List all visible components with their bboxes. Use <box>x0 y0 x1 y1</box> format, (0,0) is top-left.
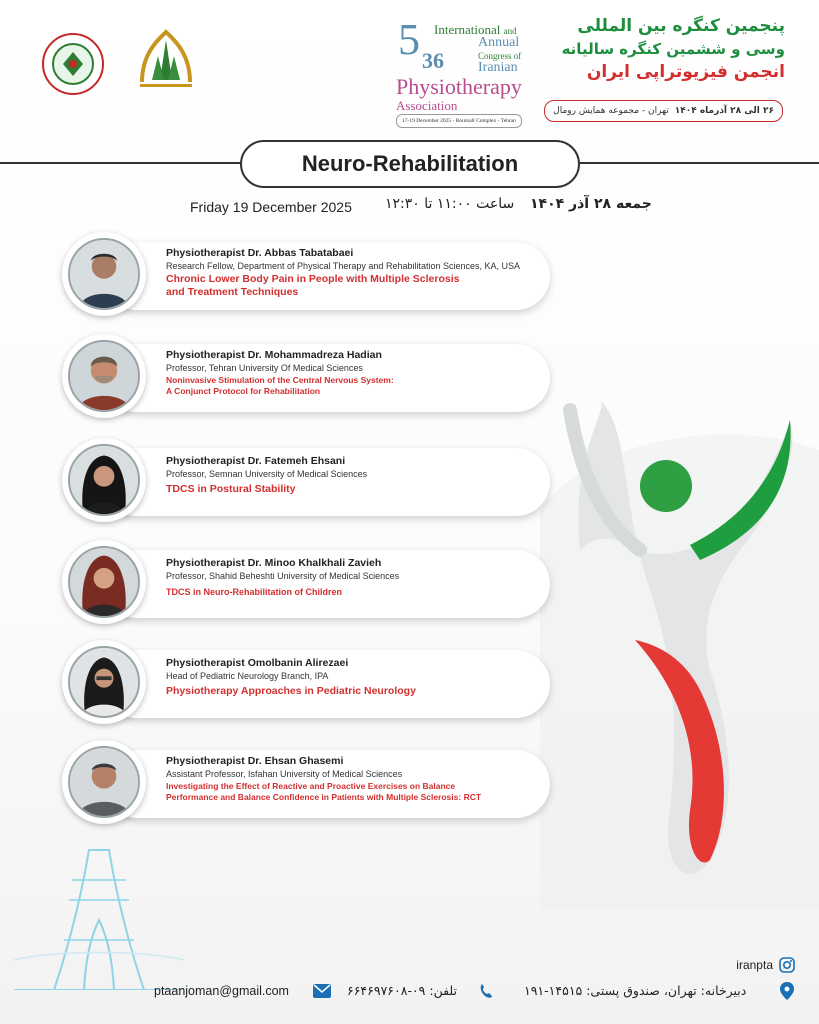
instagram-icon <box>779 957 795 973</box>
speaker-topic: Investigating the Effect of Reactive and Proactive Exercises on Balance <box>166 781 456 791</box>
speaker-name: Physiotherapist Dr. Mohammadreza Hadian <box>166 349 382 361</box>
person-icon <box>70 342 138 410</box>
speaker-topic: Performance and Balance Confidence in Patients with Multiple Sclerosis: RCT <box>166 792 482 802</box>
contact-email[interactable]: ptaanjoman@gmail.com <box>154 984 289 998</box>
fa-title-line3: انجمن فیزیوتراپی ایران <box>586 62 785 82</box>
international-text: International <box>434 22 501 37</box>
congress-of-text: Congress of <box>478 51 522 61</box>
person-icon <box>70 748 138 816</box>
person-icon <box>70 240 138 308</box>
and-text: and <box>503 26 517 36</box>
speaker-name: Physiotherapist Omolbanin Alirezaei <box>166 657 349 669</box>
speaker-card <box>62 640 552 726</box>
speaker-photo-frame <box>62 640 146 724</box>
speaker-card <box>62 540 552 626</box>
fa-title-line2: وسی و ششمین کنگره سالیانه <box>561 40 785 58</box>
physiotherapy-text: Physiotherapy <box>396 74 522 99</box>
instagram-handle[interactable] <box>736 957 795 973</box>
speaker-name: Physiotherapist Dr. Ehsan Ghasemi <box>166 755 344 767</box>
phone-icon <box>479 983 493 999</box>
footer-contact <box>0 980 819 1004</box>
fa-dates: ۲۶ الی ۲۸ آذرماه ۱۴۰۴ <box>674 106 774 116</box>
person-icon <box>70 648 138 716</box>
speaker-topic: Noninvasive Stimulation of the Central Nervous System: <box>166 375 394 385</box>
fa-venue: تهران - مجموعه همایش رومال <box>553 106 669 116</box>
speaker-affiliation: Professor, Shahid Beheshti University of Medical Sciences <box>166 571 400 581</box>
speaker-topic: TDCS in Postural Stability <box>166 483 296 495</box>
congress-number-36: 36 <box>422 48 444 73</box>
speaker-card <box>62 438 552 524</box>
speaker-photo <box>68 546 140 618</box>
person-icon <box>70 548 138 616</box>
association-text: Association <box>396 98 458 113</box>
location-pin-icon <box>780 982 794 1000</box>
physiotherapy-figure-illustration <box>540 390 819 910</box>
speaker-photo <box>68 746 140 818</box>
speaker-photo-frame <box>62 438 146 522</box>
speaker-affiliation: Professor, Tehran University Of Medical Sciences <box>166 363 363 373</box>
session-date-fa: جمعه ۲۸ آذر ۱۴۰۴ <box>530 196 652 212</box>
person-icon <box>70 446 138 514</box>
association-logo <box>32 30 114 102</box>
speaker-photo <box>68 340 140 412</box>
speaker-topic: A Conjunct Protocol for Rehabilitation <box>166 386 321 396</box>
speaker-photo-frame <box>62 540 146 624</box>
contact-address: دبیرخانه: تهران، صندوق پستی: ۱۴۵۱۵-۱۹۱ <box>524 983 747 998</box>
congress-dates-venue: 17-19 December 2025 - Roumall Complex - Tehran <box>396 114 522 128</box>
speaker-affiliation: Assistant Professor, Isfahan University of Medical Sciences <box>166 769 403 779</box>
mail-icon <box>313 984 331 998</box>
session-date-en: Friday 19 December 2025 <box>190 199 352 215</box>
speaker-affiliation: Professor, Semnan University of Medical Sciences <box>166 469 368 479</box>
persian-date-pill <box>544 100 783 122</box>
speaker-affiliation: Research Fellow, Department of Physical Therapy and Rehabilitation Sciences, KA, USA <box>166 261 521 271</box>
congress-number-5: 5 <box>398 15 420 64</box>
speaker-photo <box>68 646 140 718</box>
speaker-card <box>62 334 552 420</box>
persian-congress-title <box>545 14 785 84</box>
speaker-name: Physiotherapist Dr. Fatemeh Ehsani <box>166 455 346 467</box>
speaker-photo-frame <box>62 334 146 418</box>
speaker-card <box>62 232 552 318</box>
speaker-photo-frame <box>62 232 146 316</box>
university-logo <box>130 22 202 100</box>
speaker-topic: TDCS in Neuro-Rehabilitation of Children <box>166 587 342 597</box>
contact-phone[interactable]: تلفن: ۰۹-۶۶۴۶۹۷۶۰۸ <box>347 983 458 998</box>
speaker-photo-frame <box>62 740 146 824</box>
session-time-fa: ساعت ۱۱:۰۰ تا ۱۲:۳۰ <box>385 196 515 212</box>
speaker-photo <box>68 444 140 516</box>
speaker-name: Physiotherapist Dr. Abbas Tabatabaei <box>166 247 354 259</box>
speaker-photo <box>68 238 140 310</box>
congress-logo <box>392 15 552 128</box>
iranian-text: Iranian <box>478 60 518 75</box>
azadi-tower-illustration <box>14 840 184 990</box>
annual-text: Annual <box>478 35 520 50</box>
speaker-affiliation: Head of Pediatric Neurology Branch, IPA <box>166 671 329 681</box>
speaker-name: Physiotherapist Dr. Minoo Khalkhali Zavieh <box>166 557 382 569</box>
fa-title-line1: پنجمین کنگره بین المللی <box>577 16 785 36</box>
speaker-topic: Chronic Lower Body Pain in People with Multiple Sclerosis <box>166 273 460 285</box>
speaker-card <box>62 740 552 826</box>
session-title: Neuro-Rehabilitation <box>240 140 580 188</box>
instagram-text: iranpta <box>736 958 773 972</box>
speaker-topic: Physiotherapy Approaches in Pediatric Neurology <box>166 685 416 697</box>
speaker-topic: and Treatment Techniques <box>166 286 299 298</box>
